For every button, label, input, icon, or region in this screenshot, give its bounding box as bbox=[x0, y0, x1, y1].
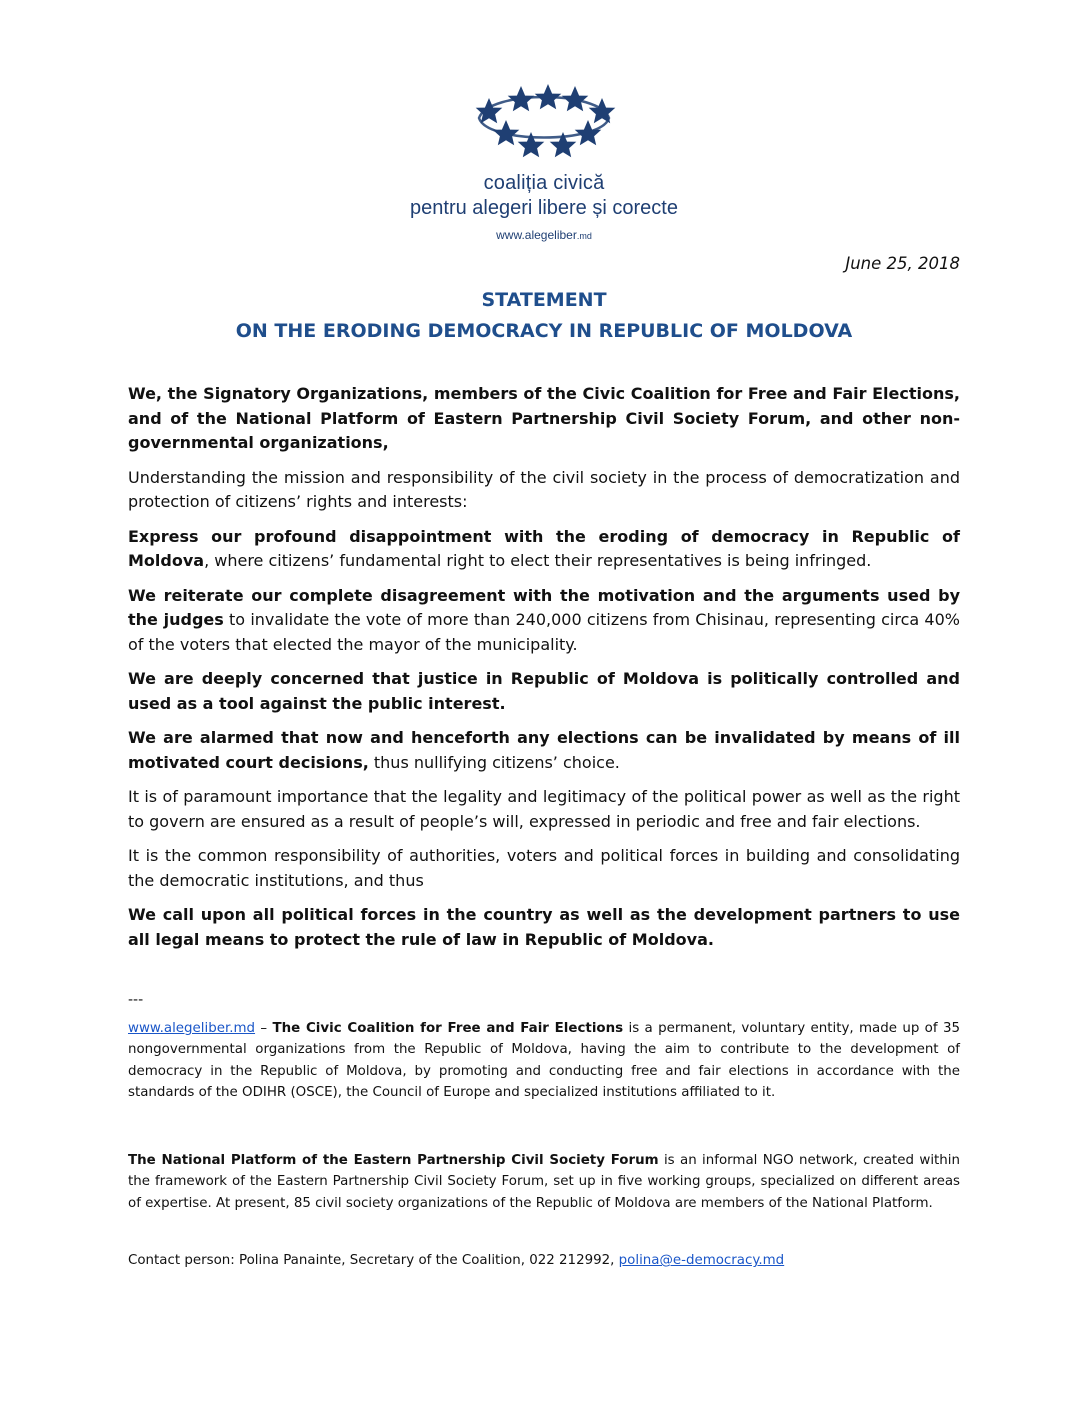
paragraph-concern bbox=[128, 667, 960, 716]
paragraph-call bbox=[128, 903, 960, 952]
footer-platform-text: is an informal NGO network, created within the framework of the Eastern Partnership Civil Society Forum, set up in five working groups, specialized on different areas of expertise. At present, 85 civil society organizations of the Republic of Moldova are members of the National Platform. bbox=[128, 1153, 960, 1211]
statement-body bbox=[128, 382, 960, 962]
paragraph-responsibility-text: It is the common responsibility of authorities, voters and political forces in building and consolidating the democratic institutions, and thus bbox=[128, 846, 960, 890]
logo-text-line1: coaliția civică bbox=[483, 172, 605, 194]
coalition-logo bbox=[0, 84, 1088, 242]
footer-coalition-name: The Civic Coalition for Free and Fair Elections bbox=[272, 1021, 624, 1036]
paragraph-signatories-text: We, the Signatory Organizations, members of the Civic Coalition for Free and Fair Elections, and of the National Platform of Eastern Partnership Civil Society Forum, and other non-governmental organizations, bbox=[128, 384, 960, 452]
footer-coalition bbox=[128, 1018, 960, 1104]
footer-coalition-dash: – bbox=[255, 1021, 273, 1036]
paragraph-alarm-rest: thus nullifying citizens’ choice. bbox=[368, 752, 620, 772]
paragraph-disappointment-bold: Express our profound disappointment with the eroding of democracy in Republic of Moldova bbox=[128, 526, 960, 570]
coalition-website-link[interactable]: www.alegeliber.md bbox=[128, 1021, 256, 1036]
paragraph-disappointment-rest: , where citizens’ fundamental right to elect their representatives is being infringed. bbox=[204, 551, 872, 570]
paragraph-understanding-text: Understanding the mission and responsibility of the civil society in the process of democratization and protection of citizens’ rights and interests: bbox=[128, 467, 960, 511]
document-subtitle: ON THE ERODING DEMOCRACY IN REPUBLIC OF MOLDOVA bbox=[235, 320, 853, 342]
footer-platform-name: The National Platform of the Eastern Partnership Civil Society Forum bbox=[128, 1153, 659, 1168]
footer-contact bbox=[128, 1250, 960, 1271]
paragraph-concern-text: We are deeply concerned that justice in Republic of Moldova is politically controlled and used as a tool against the public interest. bbox=[128, 669, 960, 713]
stars-circle-icon bbox=[469, 84, 619, 164]
paragraph-alarm bbox=[128, 726, 960, 775]
footer-coalition-text: is a permanent, voluntary entity, made up of 35 nongovernmental organizations from the Republic of Moldova, having the aim to contribute to the development of democracy in the Republic of Moldova, by promoting and conducting free and fair elections in accordance with the standards of the ODIHR (OSCE), the Council of Europe and specialized institutions affiliated to it. bbox=[128, 1021, 960, 1101]
logo-url-main: www.alegeliber bbox=[496, 228, 577, 242]
paragraph-disagreement-bold: We reiterate our complete disagreement with the motivation and the arguments used by the judges bbox=[128, 585, 960, 629]
paragraph-disagreement bbox=[128, 584, 960, 658]
logo-url-tld: .md bbox=[576, 231, 592, 241]
paragraph-disagreement-rest: to invalidate the vote of more than 240,000 citizens from Chisinau, representing circa 40% of the voters that elected the mayor of the municipality. bbox=[128, 610, 960, 654]
paragraph-responsibility bbox=[128, 844, 960, 893]
contact-email-link[interactable]: polina@e-democracy.md bbox=[618, 1253, 785, 1268]
section-divider: --- bbox=[128, 992, 144, 1008]
paragraph-call-text: We call upon all political forces in the country as well as the development partners to use all legal means to protect the rule of law in Republic of Moldova. bbox=[128, 905, 960, 949]
document-title: STATEMENT bbox=[481, 289, 607, 311]
footer-platform bbox=[128, 1150, 960, 1214]
document-date: June 25, 2018 bbox=[845, 254, 960, 273]
paragraph-signatories bbox=[128, 382, 960, 456]
paragraph-understanding bbox=[128, 466, 960, 515]
paragraph-alarm-bold: We are alarmed that now and henceforth any elections can be invalidated by means of ill motivated court decisions, bbox=[128, 728, 960, 772]
logo-url bbox=[0, 228, 1088, 242]
footer-contact-text: Contact person: Polina Panainte, Secretary of the Coalition, 022 212992, bbox=[128, 1253, 619, 1268]
paragraph-importance bbox=[128, 785, 960, 834]
paragraph-disappointment bbox=[128, 525, 960, 574]
logo-text-line2: pentru alegeri libere și corecte bbox=[410, 197, 678, 219]
paragraph-importance-text: It is of paramount importance that the legality and legitimacy of the political power as well as the right to govern are ensured as a result of people’s will, expressed in periodic and free and fair elections. bbox=[128, 787, 960, 831]
